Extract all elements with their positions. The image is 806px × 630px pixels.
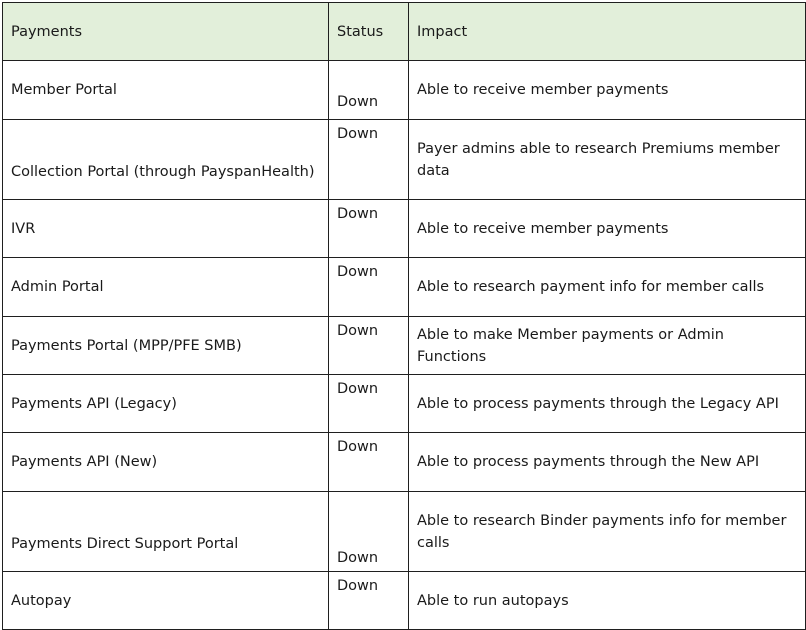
table-row xyxy=(3,258,806,317)
outage-table xyxy=(2,2,806,630)
table-row xyxy=(3,433,806,492)
row-impact: Payer admins able to research Premiums member data xyxy=(409,120,806,200)
row-status: Down xyxy=(329,317,409,375)
row-impact: Able to research Binder payments info for member calls xyxy=(409,492,806,572)
table-row xyxy=(3,317,806,375)
row-name: Admin Portal xyxy=(3,258,329,317)
row-impact: Able to run autopays xyxy=(409,572,806,630)
row-status: Down xyxy=(329,61,409,120)
outage-table-container xyxy=(2,2,806,630)
row-name: Payments API (New) xyxy=(3,433,329,492)
row-impact: Able to make Member payments or Admin Functions xyxy=(409,317,806,375)
table-row xyxy=(3,120,806,200)
row-impact: Able to research payment info for member calls xyxy=(409,258,806,317)
row-name: Member Portal xyxy=(3,61,329,120)
row-impact: Able to receive member payments xyxy=(409,61,806,120)
table-row xyxy=(3,61,806,120)
row-name: Payments Portal (MPP/PFE SMB) xyxy=(3,317,329,375)
row-status: Down xyxy=(329,258,409,317)
row-name: Payments Direct Support Portal xyxy=(3,492,329,572)
header-row xyxy=(3,3,806,61)
header-payments: Payments xyxy=(3,3,329,61)
table-row xyxy=(3,492,806,572)
table-row xyxy=(3,375,806,433)
header-status: Status xyxy=(329,3,409,61)
row-impact: Able to process payments through the Legacy API xyxy=(409,375,806,433)
row-status: Down xyxy=(329,492,409,572)
row-status: Down xyxy=(329,120,409,200)
row-status: Down xyxy=(329,433,409,492)
row-impact: Able to process payments through the New API xyxy=(409,433,806,492)
header-impact: Impact xyxy=(409,3,806,61)
table-row xyxy=(3,572,806,630)
row-impact: Able to receive member payments xyxy=(409,200,806,258)
row-name: IVR xyxy=(3,200,329,258)
row-name: Autopay xyxy=(3,572,329,630)
row-status: Down xyxy=(329,375,409,433)
table-row xyxy=(3,200,806,258)
row-name: Collection Portal (through PayspanHealth) xyxy=(3,120,329,200)
row-name: Payments API (Legacy) xyxy=(3,375,329,433)
row-status: Down xyxy=(329,200,409,258)
row-status: Down xyxy=(329,572,409,630)
